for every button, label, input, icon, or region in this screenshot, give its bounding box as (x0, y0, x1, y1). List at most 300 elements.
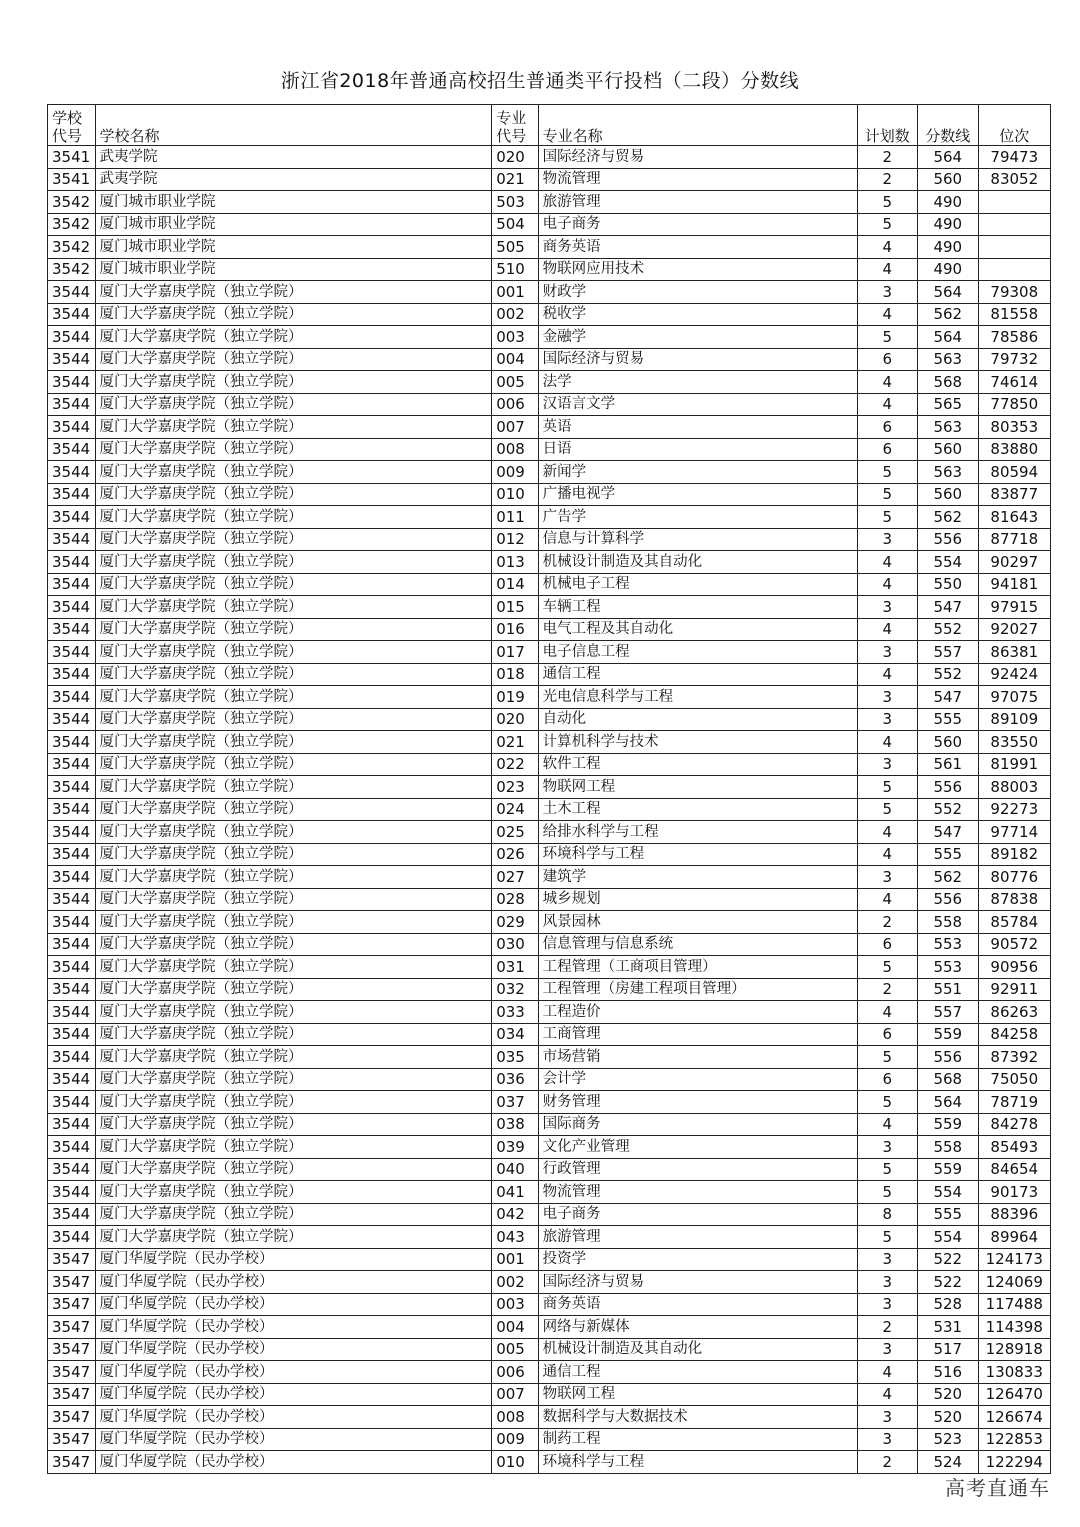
cell-major-code: 003 (492, 1293, 538, 1316)
table-row (48, 821, 1051, 844)
cell-rank: 124069 (978, 1271, 1050, 1294)
cell-score: 568 (918, 371, 979, 394)
cell-rank: 83877 (978, 483, 1050, 506)
cell-major-code: 015 (492, 596, 538, 619)
cell-score: 555 (918, 708, 979, 731)
table-row (48, 461, 1051, 484)
cell-school-code: 3544 (48, 528, 96, 551)
cell-plan: 4 (857, 618, 918, 641)
cell-plan: 6 (857, 348, 918, 371)
cell-school-name: 厦门大学嘉庚学院（独立学院） (95, 596, 492, 619)
cell-rank (978, 236, 1050, 259)
cell-school-code: 3544 (48, 1001, 96, 1024)
cell-school-name: 厦门大学嘉庚学院（独立学院） (95, 663, 492, 686)
cell-school-name: 厦门大学嘉庚学院（独立学院） (95, 393, 492, 416)
cell-major-name: 电子商务 (538, 213, 857, 236)
cell-major-name: 物联网应用技术 (538, 258, 857, 281)
cell-school-code: 3544 (48, 1023, 96, 1046)
cell-rank: 87392 (978, 1046, 1050, 1069)
cell-rank: 79308 (978, 281, 1050, 304)
cell-rank: 92911 (978, 978, 1050, 1001)
cell-school-name: 厦门大学嘉庚学院（独立学院） (95, 686, 492, 709)
cell-plan: 2 (857, 978, 918, 1001)
cell-school-name: 武夷学院 (95, 168, 492, 191)
cell-school-name: 厦门华厦学院（民办学校） (95, 1406, 492, 1429)
cell-plan: 5 (857, 1091, 918, 1114)
cell-major-name: 光电信息科学与工程 (538, 686, 857, 709)
cell-major-name: 计算机科学与技术 (538, 731, 857, 754)
cell-score: 528 (918, 1293, 979, 1316)
cell-rank: 81991 (978, 753, 1050, 776)
cell-school-code: 3547 (48, 1293, 96, 1316)
cell-school-name: 厦门大学嘉庚学院（独立学院） (95, 461, 492, 484)
cell-major-name: 信息与计算科学 (538, 528, 857, 551)
cell-school-code: 3544 (48, 618, 96, 641)
cell-school-name: 厦门大学嘉庚学院（独立学院） (95, 911, 492, 934)
cell-plan: 4 (857, 393, 918, 416)
cell-major-name: 国际经济与贸易 (538, 146, 857, 169)
cell-major-code: 010 (492, 483, 538, 506)
cell-major-name: 旅游管理 (538, 191, 857, 214)
cell-major-code: 510 (492, 258, 538, 281)
cell-school-name: 厦门大学嘉庚学院（独立学院） (95, 843, 492, 866)
cell-rank: 126674 (978, 1406, 1050, 1429)
cell-school-name: 厦门大学嘉庚学院（独立学院） (95, 528, 492, 551)
cell-school-name: 厦门大学嘉庚学院（独立学院） (95, 573, 492, 596)
cell-score: 558 (918, 1136, 979, 1159)
cell-rank: 79732 (978, 348, 1050, 371)
cell-rank: 84258 (978, 1023, 1050, 1046)
cell-school-name: 厦门大学嘉庚学院（独立学院） (95, 776, 492, 799)
cell-major-name: 建筑学 (538, 866, 857, 889)
cell-score: 564 (918, 146, 979, 169)
cell-major-name: 法学 (538, 371, 857, 394)
cell-school-code: 3544 (48, 978, 96, 1001)
cell-major-code: 011 (492, 506, 538, 529)
cell-plan: 4 (857, 821, 918, 844)
cell-major-name: 电子信息工程 (538, 641, 857, 664)
table-row (48, 146, 1051, 169)
cell-rank (978, 258, 1050, 281)
cell-major-code: 004 (492, 348, 538, 371)
cell-major-name: 环境科学与工程 (538, 843, 857, 866)
cell-rank: 79473 (978, 146, 1050, 169)
cell-major-name: 物联网工程 (538, 1383, 857, 1406)
cell-major-code: 035 (492, 1046, 538, 1069)
table-row (48, 483, 1051, 506)
cell-major-code: 003 (492, 326, 538, 349)
table-row (48, 708, 1051, 731)
cell-score: 561 (918, 753, 979, 776)
cell-score: 560 (918, 731, 979, 754)
cell-school-code: 3544 (48, 371, 96, 394)
table-row (48, 1203, 1051, 1226)
table-row (48, 1001, 1051, 1024)
cell-plan: 8 (857, 1203, 918, 1226)
table-row (48, 303, 1051, 326)
cell-major-code: 008 (492, 1406, 538, 1429)
cell-major-name: 汉语言文学 (538, 393, 857, 416)
cell-score: 555 (918, 843, 979, 866)
cell-school-code: 3544 (48, 776, 96, 799)
cell-school-code: 3547 (48, 1383, 96, 1406)
cell-school-code: 3547 (48, 1271, 96, 1294)
cell-school-code: 3544 (48, 348, 96, 371)
cell-plan: 2 (857, 1451, 918, 1474)
cell-major-name: 投资学 (538, 1248, 857, 1271)
cell-major-code: 041 (492, 1181, 538, 1204)
cell-score: 522 (918, 1271, 979, 1294)
cell-school-name: 厦门大学嘉庚学院（独立学院） (95, 506, 492, 529)
header-major-name: 专业名称 (538, 105, 857, 146)
table-row (48, 573, 1051, 596)
cell-plan: 5 (857, 461, 918, 484)
cell-major-code: 503 (492, 191, 538, 214)
cell-plan: 4 (857, 1383, 918, 1406)
cell-school-code: 3544 (48, 438, 96, 461)
cell-score: 565 (918, 393, 979, 416)
cell-plan: 3 (857, 1136, 918, 1159)
cell-rank: 83550 (978, 731, 1050, 754)
cell-rank: 78719 (978, 1091, 1050, 1114)
cell-score: 550 (918, 573, 979, 596)
cell-school-code: 3547 (48, 1361, 96, 1384)
cell-school-name: 厦门大学嘉庚学院（独立学院） (95, 326, 492, 349)
table-row (48, 843, 1051, 866)
cell-school-code: 3544 (48, 393, 96, 416)
cell-rank: 77850 (978, 393, 1050, 416)
cell-plan: 4 (857, 663, 918, 686)
cell-plan: 3 (857, 528, 918, 551)
cell-school-code: 3544 (48, 956, 96, 979)
cell-major-code: 028 (492, 888, 538, 911)
cell-school-code: 3544 (48, 731, 96, 754)
table-row (48, 1113, 1051, 1136)
cell-score: 552 (918, 618, 979, 641)
cell-rank (978, 213, 1050, 236)
cell-rank: 87718 (978, 528, 1050, 551)
cell-school-name: 厦门大学嘉庚学院（独立学院） (95, 438, 492, 461)
cell-school-code: 3542 (48, 258, 96, 281)
cell-score: 556 (918, 776, 979, 799)
cell-school-name: 厦门大学嘉庚学院（独立学院） (95, 1136, 492, 1159)
cell-school-name: 厦门大学嘉庚学院（独立学院） (95, 708, 492, 731)
cell-rank: 89182 (978, 843, 1050, 866)
cell-major-code: 007 (492, 1383, 538, 1406)
table-row (48, 1383, 1051, 1406)
cell-school-name: 厦门大学嘉庚学院（独立学院） (95, 1203, 492, 1226)
cell-rank: 90572 (978, 933, 1050, 956)
cell-major-name: 新闻学 (538, 461, 857, 484)
cell-major-name: 英语 (538, 416, 857, 439)
cell-plan: 5 (857, 191, 918, 214)
cell-major-code: 018 (492, 663, 538, 686)
table-row (48, 1023, 1051, 1046)
cell-school-code: 3544 (48, 1181, 96, 1204)
cell-school-code: 3544 (48, 303, 96, 326)
cell-major-code: 005 (492, 371, 538, 394)
cell-major-name: 机械设计制造及其自动化 (538, 551, 857, 574)
cell-major-code: 029 (492, 911, 538, 934)
table-row (48, 528, 1051, 551)
cell-plan: 3 (857, 641, 918, 664)
cell-school-code: 3544 (48, 641, 96, 664)
cell-major-name: 车辆工程 (538, 596, 857, 619)
cell-major-code: 004 (492, 1316, 538, 1339)
cell-school-code: 3544 (48, 821, 96, 844)
cell-rank: 90956 (978, 956, 1050, 979)
cell-school-code: 3544 (48, 753, 96, 776)
cell-school-code: 3544 (48, 933, 96, 956)
cell-score: 558 (918, 911, 979, 934)
cell-major-code: 039 (492, 1136, 538, 1159)
cell-rank: 85493 (978, 1136, 1050, 1159)
cell-school-name: 厦门城市职业学院 (95, 191, 492, 214)
table-row (48, 663, 1051, 686)
table-row (48, 551, 1051, 574)
table-row (48, 326, 1051, 349)
cell-plan: 4 (857, 1001, 918, 1024)
cell-school-code: 3544 (48, 416, 96, 439)
cell-major-code: 030 (492, 933, 538, 956)
cell-major-code: 043 (492, 1226, 538, 1249)
cell-score: 554 (918, 1226, 979, 1249)
table-row (48, 798, 1051, 821)
cell-major-name: 商务英语 (538, 236, 857, 259)
cell-school-code: 3544 (48, 708, 96, 731)
cell-major-name: 工程管理（工商项目管理） (538, 956, 857, 979)
cell-school-name: 厦门大学嘉庚学院（独立学院） (95, 281, 492, 304)
cell-score: 563 (918, 348, 979, 371)
cell-plan: 3 (857, 281, 918, 304)
cell-major-name: 物流管理 (538, 1181, 857, 1204)
cell-major-name: 广告学 (538, 506, 857, 529)
cell-plan: 5 (857, 1046, 918, 1069)
score-table (47, 104, 1051, 1474)
cell-major-code: 002 (492, 303, 538, 326)
cell-rank: 90173 (978, 1181, 1050, 1204)
cell-major-name: 税收学 (538, 303, 857, 326)
cell-rank: 88003 (978, 776, 1050, 799)
table-row (48, 776, 1051, 799)
cell-rank: 88396 (978, 1203, 1050, 1226)
cell-major-name: 财务管理 (538, 1091, 857, 1114)
cell-school-code: 3544 (48, 1203, 96, 1226)
cell-plan: 3 (857, 1271, 918, 1294)
cell-plan: 5 (857, 326, 918, 349)
cell-score: 551 (918, 978, 979, 1001)
cell-plan: 4 (857, 573, 918, 596)
cell-score: 563 (918, 416, 979, 439)
cell-score: 552 (918, 798, 979, 821)
cell-score: 554 (918, 1181, 979, 1204)
cell-major-name: 风景园林 (538, 911, 857, 934)
cell-school-name: 厦门大学嘉庚学院（独立学院） (95, 371, 492, 394)
cell-major-code: 040 (492, 1158, 538, 1181)
cell-major-code: 020 (492, 146, 538, 169)
cell-major-name: 工程管理（房建工程项目管理） (538, 978, 857, 1001)
cell-school-code: 3544 (48, 506, 96, 529)
cell-plan: 3 (857, 866, 918, 889)
cell-major-name: 广播电视学 (538, 483, 857, 506)
cell-major-code: 014 (492, 573, 538, 596)
cell-score: 552 (918, 663, 979, 686)
table-row (48, 596, 1051, 619)
cell-major-code: 024 (492, 798, 538, 821)
cell-plan: 5 (857, 1158, 918, 1181)
cell-rank: 128918 (978, 1338, 1050, 1361)
cell-major-code: 019 (492, 686, 538, 709)
cell-rank: 117488 (978, 1293, 1050, 1316)
cell-major-name: 制药工程 (538, 1428, 857, 1451)
cell-plan: 3 (857, 686, 918, 709)
cell-score: 562 (918, 506, 979, 529)
cell-score: 490 (918, 258, 979, 281)
page-title: 浙江省2018年普通高校招生普通类平行投档（二段）分数线 (280, 70, 800, 92)
cell-school-name: 厦门大学嘉庚学院（独立学院） (95, 933, 492, 956)
cell-school-name: 厦门大学嘉庚学院（独立学院） (95, 1158, 492, 1181)
cell-school-name: 厦门华厦学院（民办学校） (95, 1383, 492, 1406)
cell-major-name: 文化产业管理 (538, 1136, 857, 1159)
table-row (48, 1316, 1051, 1339)
cell-score: 564 (918, 326, 979, 349)
cell-school-name: 厦门大学嘉庚学院（独立学院） (95, 416, 492, 439)
cell-score: 559 (918, 1113, 979, 1136)
cell-plan: 4 (857, 843, 918, 866)
cell-rank: 92027 (978, 618, 1050, 641)
cell-rank: 97714 (978, 821, 1050, 844)
table-row (48, 236, 1051, 259)
cell-major-name: 会计学 (538, 1068, 857, 1091)
cell-score: 554 (918, 551, 979, 574)
table-row (48, 731, 1051, 754)
cell-rank: 97915 (978, 596, 1050, 619)
cell-plan: 5 (857, 1181, 918, 1204)
cell-major-code: 033 (492, 1001, 538, 1024)
cell-score: 556 (918, 1046, 979, 1069)
table-row (48, 888, 1051, 911)
cell-school-code: 3544 (48, 888, 96, 911)
cell-plan: 4 (857, 1113, 918, 1136)
cell-major-code: 009 (492, 461, 538, 484)
cell-school-name: 厦门大学嘉庚学院（独立学院） (95, 753, 492, 776)
cell-major-code: 027 (492, 866, 538, 889)
table-row (48, 686, 1051, 709)
cell-plan: 6 (857, 1068, 918, 1091)
cell-major-code: 005 (492, 1338, 538, 1361)
cell-school-name: 武夷学院 (95, 146, 492, 169)
cell-plan: 3 (857, 596, 918, 619)
cell-major-code: 037 (492, 1091, 538, 1114)
cell-rank: 80353 (978, 416, 1050, 439)
cell-major-code: 023 (492, 776, 538, 799)
table-row (48, 258, 1051, 281)
cell-major-name: 国际经济与贸易 (538, 348, 857, 371)
cell-rank: 89964 (978, 1226, 1050, 1249)
cell-plan: 3 (857, 1293, 918, 1316)
table-row (48, 1226, 1051, 1249)
header-school-name: 学校名称 (95, 105, 492, 146)
cell-school-code: 3547 (48, 1451, 96, 1474)
cell-major-code: 002 (492, 1271, 538, 1294)
cell-school-code: 3541 (48, 168, 96, 191)
cell-rank: 80594 (978, 461, 1050, 484)
table-row (48, 1361, 1051, 1384)
cell-score: 553 (918, 956, 979, 979)
cell-rank: 83052 (978, 168, 1050, 191)
cell-school-code: 3544 (48, 551, 96, 574)
cell-plan: 5 (857, 776, 918, 799)
cell-score: 560 (918, 438, 979, 461)
table-row (48, 281, 1051, 304)
cell-rank: 97075 (978, 686, 1050, 709)
cell-score: 557 (918, 1001, 979, 1024)
cell-major-code: 042 (492, 1203, 538, 1226)
cell-school-code: 3544 (48, 1158, 96, 1181)
header-rank: 位次 (978, 105, 1050, 146)
cell-plan: 3 (857, 1248, 918, 1271)
table-row (48, 393, 1051, 416)
cell-major-code: 006 (492, 1361, 538, 1384)
cell-school-name: 厦门华厦学院（民办学校） (95, 1316, 492, 1339)
cell-major-code: 016 (492, 618, 538, 641)
cell-plan: 5 (857, 483, 918, 506)
cell-major-code: 504 (492, 213, 538, 236)
cell-score: 562 (918, 866, 979, 889)
header-plan: 计划数 (857, 105, 918, 146)
table-row (48, 416, 1051, 439)
cell-score: 559 (918, 1023, 979, 1046)
cell-major-name: 国际商务 (538, 1113, 857, 1136)
cell-rank: 126470 (978, 1383, 1050, 1406)
cell-plan: 3 (857, 708, 918, 731)
cell-major-name: 数据科学与大数据技术 (538, 1406, 857, 1429)
cell-rank: 89109 (978, 708, 1050, 731)
cell-plan: 3 (857, 1406, 918, 1429)
cell-score: 547 (918, 686, 979, 709)
cell-plan: 5 (857, 956, 918, 979)
cell-major-code: 010 (492, 1451, 538, 1474)
cell-major-code: 007 (492, 416, 538, 439)
cell-rank: 75050 (978, 1068, 1050, 1091)
cell-major-code: 008 (492, 438, 538, 461)
cell-rank: 92424 (978, 663, 1050, 686)
cell-major-code: 026 (492, 843, 538, 866)
cell-score: 564 (918, 1091, 979, 1114)
cell-major-name: 自动化 (538, 708, 857, 731)
cell-plan: 3 (857, 753, 918, 776)
cell-plan: 4 (857, 731, 918, 754)
watermark: 高考直通车 (945, 1476, 1050, 1500)
table-header-row (48, 105, 1051, 146)
cell-score: 568 (918, 1068, 979, 1091)
cell-school-code: 3544 (48, 798, 96, 821)
cell-school-name: 厦门华厦学院（民办学校） (95, 1428, 492, 1451)
cell-school-code: 3544 (48, 843, 96, 866)
cell-score: 555 (918, 1203, 979, 1226)
cell-school-code: 3544 (48, 1113, 96, 1136)
table-row (48, 1338, 1051, 1361)
table-row (48, 213, 1051, 236)
cell-score: 557 (918, 641, 979, 664)
cell-school-name: 厦门大学嘉庚学院（独立学院） (95, 1091, 492, 1114)
cell-school-name: 厦门大学嘉庚学院（独立学院） (95, 1226, 492, 1249)
cell-plan: 2 (857, 911, 918, 934)
cell-school-code: 3547 (48, 1406, 96, 1429)
cell-major-code: 034 (492, 1023, 538, 1046)
cell-score: 563 (918, 461, 979, 484)
cell-score: 523 (918, 1428, 979, 1451)
